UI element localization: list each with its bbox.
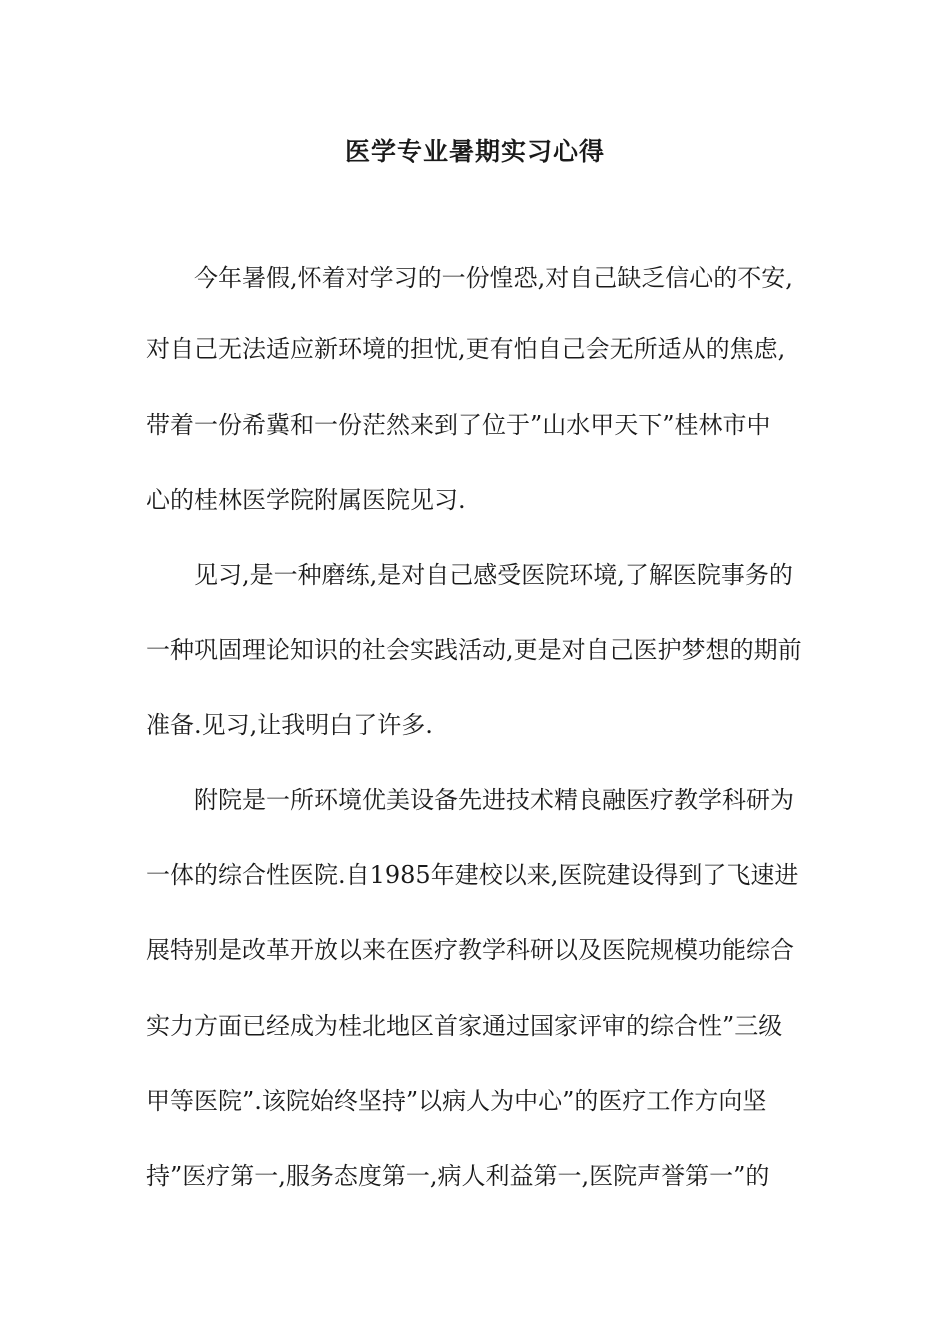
paragraph-1-line-3: 带着一份希冀和一份茫然来到了位于”山水甲天下”桂林市中 (146, 411, 771, 439)
paragraph-3-line-6: 持”医疗第一,服务态度第一,病人利益第一,医院声誉第一”的 (146, 1162, 770, 1190)
paragraph-1-line-1: 今年暑假,怀着对学习的一份惶恐,对自己缺乏信心的不安, (194, 264, 793, 292)
paragraph-3-line-2: 一体的综合性医院.自1985年建校以来,医院建设得到了飞速进 (146, 861, 799, 889)
paragraph-1-line-2: 对自己无法适应新环境的担忧,更有怕自己会无所适从的焦虑, (146, 335, 786, 363)
paragraph-3-line-1: 附院是一所环境优美设备先进技术精良融医疗教学科研为 (194, 786, 794, 814)
paragraph-3-line-5: 甲等医院”.该院始终坚持”以病人为中心”的医疗工作方向坚 (146, 1087, 767, 1115)
paragraph-2-line-2: 一种巩固理论知识的社会实践活动,更是对自己医护梦想的期前 (146, 636, 802, 664)
paragraph-3-line-3: 展特别是改革开放以来在医疗教学科研以及医院规模功能综合 (146, 936, 794, 964)
paragraph-3-line-4: 实力方面已经成为桂北地区首家通过国家评审的综合性”三级 (146, 1012, 783, 1040)
paragraph-2-line-1: 见习,是一种磨练,是对自己感受医院环境,了解医院事务的 (194, 561, 793, 589)
paragraph-1-line-4: 心的桂林医学院附属医院见习. (146, 486, 466, 514)
paragraph-2-line-3: 准备.见习,让我明白了许多. (146, 711, 433, 739)
document-title: 医学专业暑期实习心得 (344, 137, 605, 166)
